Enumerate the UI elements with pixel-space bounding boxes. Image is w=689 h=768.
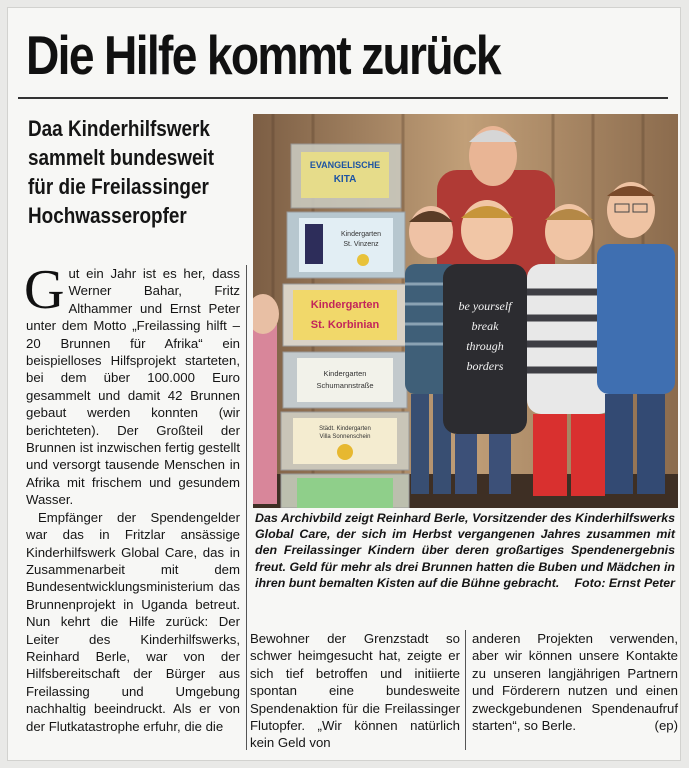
headline: Die Hilfe kommt zurück: [26, 24, 500, 86]
drop-cap: G: [24, 259, 65, 321]
photo-credit: Foto: Ernst Peter: [574, 575, 675, 590]
byline: (ep): [654, 718, 678, 734]
svg-text:Schumannstraße: Schumannstraße: [316, 381, 374, 390]
archive-photo: [253, 114, 678, 508]
article-column-3: [472, 630, 678, 734]
svg-text:Kindergarten: Kindergarten: [340, 231, 382, 238]
column-rule-1: [246, 265, 247, 750]
subheadline: Daa Kinderhilfswerk sammelt bundesweit für die Freilassinger Hochwasseropfer: [28, 116, 215, 228]
paragraph-2: Empfänger der Spendengelder war das in Fritzlar ansässige Kinderhilfswerk Global Care, das in Zusammenarbeit mit dem Bundesentwicklungsministerium das Brunnenprojekt in Uganda betreut. Nun kehrt die Hilfe zurück: Der Leiter des Kinderhilfswerks, Reinhard Berle, war von der Hilfsbereitschaft der Bürger aus Freilassing und Umgebung nachhaltig beeindruckt. Als er von der Flutkatastrophe erfuhr, die die: [26, 509, 240, 734]
svg-text:break: break: [471, 319, 499, 333]
svg-text:EVANGELISCHE: EVANGELISCHE: [309, 160, 381, 170]
paragraph-1: Gut ein Jahr ist es her, dass Werner Bahar, Fritz Althammer und Ernst Peter unter dem Motto „Freilassing hilft – 20 Brunnen für Afrika“ ein beispielloses Hilfsprojekt starteten, bei dem über 100.000 Euro gesammelt und damit 42 Brunnen gebaut werden konnten (wir berichteten). Der Großteil der Brunnen ist inzwischen fertig gestellt und versorgt tausende Menschen in Afrika mit frischem und gesundem Wasser.: [24, 259, 240, 508]
svg-text:through: through: [466, 339, 504, 353]
column-rule-2: [465, 630, 466, 750]
svg-text:be yourself: be yourself: [458, 299, 512, 313]
svg-text:Kindergarten: Kindergarten: [323, 369, 367, 378]
paragraph-3: Bewohner der Grenzstadt so schwer heimgesucht hat, zeigte er sich tief betroffen und initiierte spontan eine bundesweite Spendenaktion für die Freilassinger Flutopfer. „Wir können natürlich kein Geld von: [250, 631, 460, 751]
svg-text:Villa Sonnenschein: Villa Sonnenschein: [319, 434, 371, 440]
article-column-1: [24, 259, 240, 735]
svg-text:borders: borders: [466, 359, 504, 373]
svg-text:St. Korbinian: St. Korbinian: [310, 319, 380, 331]
article-column-2: [250, 630, 460, 752]
svg-text:Kindergarten: Kindergarten: [310, 299, 380, 311]
paragraph-4: anderen Projekten verwenden, aber wir können unsere Kontakte zu unseren langjährigen Partnern und Förderern nutzen und einen zweckgebundenen Spendenaufruf starten“, so Berle. (ep): [472, 631, 678, 734]
svg-text:Städt. Kindergarten: Städt. Kindergarten: [319, 426, 371, 432]
photo-caption: Das Archivbild zeigt Reinhard Berle, Vorsitzender des Kinderhilfswerks Global Care, der sich im Herbst vergangenen Jahres zusammen mit den Freilassinger Kindern über deren großartiges Spendenergebnis freut. Geld für mehr als drei Brunnen hatten die Buben und Mädchen in ihren bunt bemalten Kisten auf die Bühne gebracht. Foto: Ernst Peter: [255, 511, 675, 590]
svg-text:St. Vinzenz: St. Vinzenz: [343, 241, 379, 248]
box-stack: [281, 144, 409, 508]
headline-divider: [18, 97, 668, 99]
photo-illustration: [253, 114, 678, 508]
svg-text:KITA: KITA: [333, 174, 357, 185]
